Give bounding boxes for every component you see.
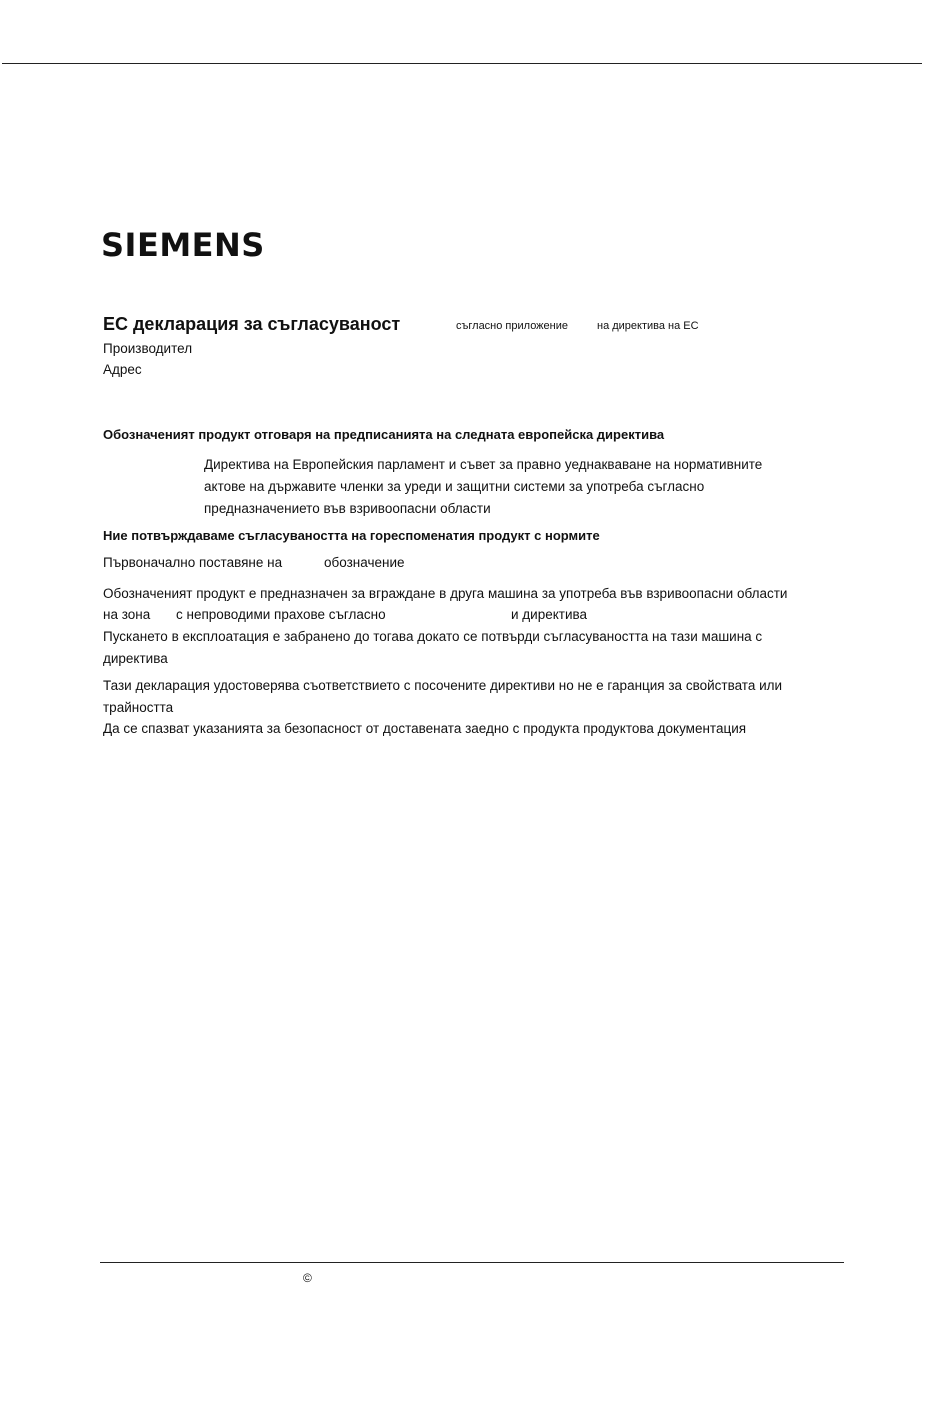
- title-note-annex: съгласно приложение: [456, 320, 568, 332]
- directive-line: предназначението във взривоопасни области: [204, 501, 491, 516]
- directive-line: актове на държавите членки за уреди и защитни системи за употреба съгласно: [204, 479, 705, 494]
- address-label: Адрес: [103, 362, 142, 377]
- note-line: директива: [103, 651, 168, 666]
- note-dust-text: с непроводими прахове съгласно: [176, 607, 386, 622]
- title-note-directive: на директива на ЕС: [597, 320, 699, 332]
- note-zone-label: на зона: [103, 607, 151, 622]
- note-line: Пускането в експлоатация е забранено до тогава докато се потвърди съгласуваността на тази машина с: [103, 629, 763, 644]
- standards-heading: Ние потвърждаваме съгласуваността на гореспоменатия продукт с нормите: [103, 528, 600, 543]
- first-marking-value: обозначение: [324, 555, 405, 570]
- first-marking-label: Първоначално поставяне на: [103, 555, 283, 570]
- declaration-title: ЕС декларация за съгласуваност: [103, 314, 401, 334]
- directive-heading: Обозначеният продукт отговаря на предписанията на следната европейска директива: [103, 427, 665, 442]
- siemens-logo: SIEMENS: [101, 226, 265, 264]
- bottom-rule: [100, 1262, 844, 1263]
- note-directive-text: и директива: [511, 607, 588, 622]
- note-line: Обозначеният продукт е предназначен за вграждане в друга машина за употреба във взривоопасни области: [103, 586, 788, 601]
- directive-line: Директива на Европейския парламент и съвет за правно уеднакваване на нормативните: [204, 457, 763, 472]
- top-rule: [2, 63, 922, 64]
- manufacturer-label: Производител: [103, 341, 193, 356]
- note-line: Да се спазват указанията за безопасност от доставената заедно с продукта продуктова документация: [103, 721, 747, 736]
- note-line: Тази декларация удостоверява съответствието с посочените директиви но не е гаранция за свойствата или: [103, 678, 783, 693]
- copyright-symbol: ©: [303, 1271, 312, 1285]
- note-line: трайността: [103, 700, 174, 715]
